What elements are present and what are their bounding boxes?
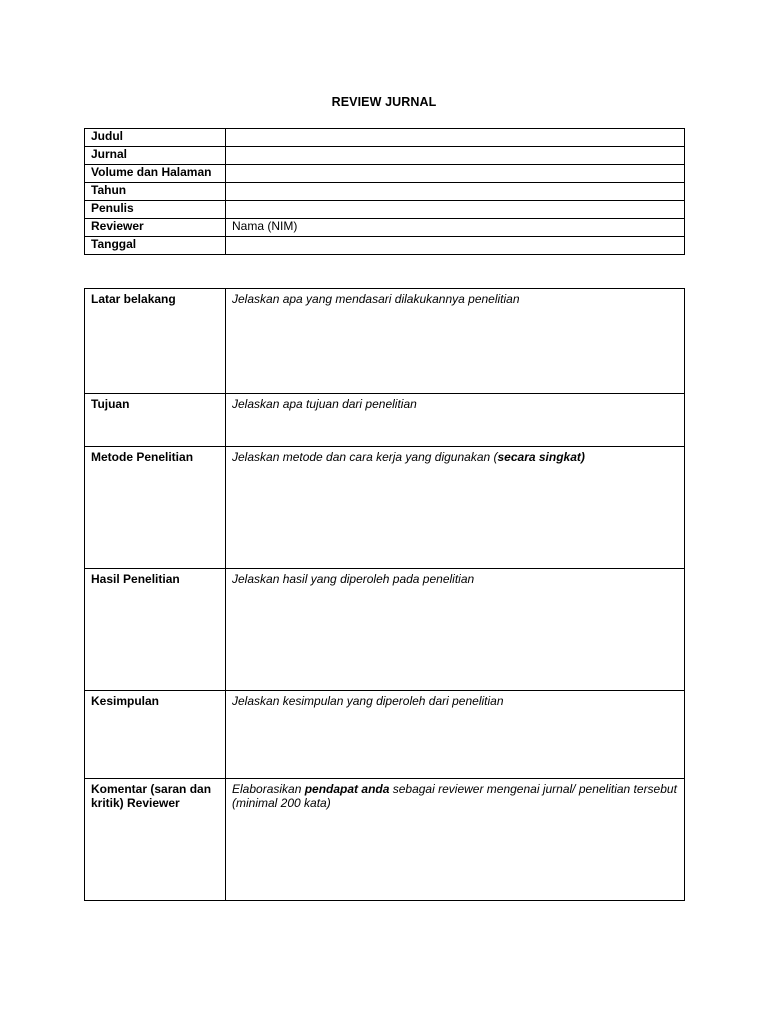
table-row xyxy=(85,691,685,779)
volume-value[interactable] xyxy=(226,165,685,183)
latar-belakang-label: Latar belakang xyxy=(85,289,226,394)
komentar-instruction-rest: sebagai reviewer mengenai jurnal/ penelitian tersebut (minimal 200 kata) xyxy=(232,782,677,810)
penulis-value[interactable] xyxy=(226,201,685,219)
komentar-value[interactable] xyxy=(226,779,685,901)
latar-belakang-instruction: Jelaskan apa yang mendasari dilakukannya penelitian xyxy=(232,292,520,306)
jurnal-value[interactable] xyxy=(226,147,685,165)
tanggal-value[interactable] xyxy=(226,237,685,255)
reviewer-label: Reviewer xyxy=(85,219,226,237)
judul-value[interactable] xyxy=(226,129,685,147)
volume-label: Volume dan Halaman xyxy=(85,165,226,183)
table-row xyxy=(85,183,685,201)
metode-instruction-emphasis: secara singkat) xyxy=(497,450,585,464)
tujuan-label: Tujuan xyxy=(85,394,226,447)
tujuan-value[interactable] xyxy=(226,394,685,447)
page-title: REVIEW JURNAL xyxy=(331,95,437,109)
table-row xyxy=(85,779,685,901)
review-table xyxy=(84,288,685,901)
table-row xyxy=(85,201,685,219)
jurnal-label: Jurnal xyxy=(85,147,226,165)
table-row xyxy=(85,447,685,569)
tahun-label: Tahun xyxy=(85,183,226,201)
tanggal-label: Tanggal xyxy=(85,237,226,255)
komentar-instruction-emphasis: pendapat anda xyxy=(304,782,390,796)
penulis-label: Penulis xyxy=(85,201,226,219)
tahun-value[interactable] xyxy=(226,183,685,201)
kesimpulan-label: Kesimpulan xyxy=(85,691,226,779)
metode-penelitian-value[interactable] xyxy=(226,447,685,569)
metode-penelitian-label: Metode Penelitian xyxy=(85,447,226,569)
kesimpulan-instruction: Jelaskan kesimpulan yang diperoleh dari penelitian xyxy=(232,694,504,708)
table-row xyxy=(85,237,685,255)
table-row xyxy=(85,394,685,447)
tujuan-instruction: Jelaskan apa tujuan dari penelitian xyxy=(232,397,417,411)
kesimpulan-value[interactable] xyxy=(226,691,685,779)
komentar-instruction: Elaborasikan xyxy=(232,782,305,796)
hasil-penelitian-label: Hasil Penelitian xyxy=(85,569,226,691)
judul-label: Judul xyxy=(85,129,226,147)
table-row xyxy=(85,165,685,183)
table-row xyxy=(85,129,685,147)
komentar-label: Komentar (saran dan kritik) Reviewer xyxy=(85,779,226,901)
table-row xyxy=(85,147,685,165)
hasil-instruction: Jelaskan hasil yang diperoleh pada penelitian xyxy=(232,572,475,586)
reviewer-value[interactable]: Nama (NIM) xyxy=(226,219,685,237)
hasil-penelitian-value[interactable] xyxy=(226,569,685,691)
latar-belakang-value[interactable] xyxy=(226,289,685,394)
table-row xyxy=(85,569,685,691)
table-row xyxy=(85,219,685,237)
metode-instruction: Jelaskan metode dan cara kerja yang digunakan ( xyxy=(232,450,498,464)
journal-info-table xyxy=(84,128,685,255)
table-row xyxy=(85,289,685,394)
